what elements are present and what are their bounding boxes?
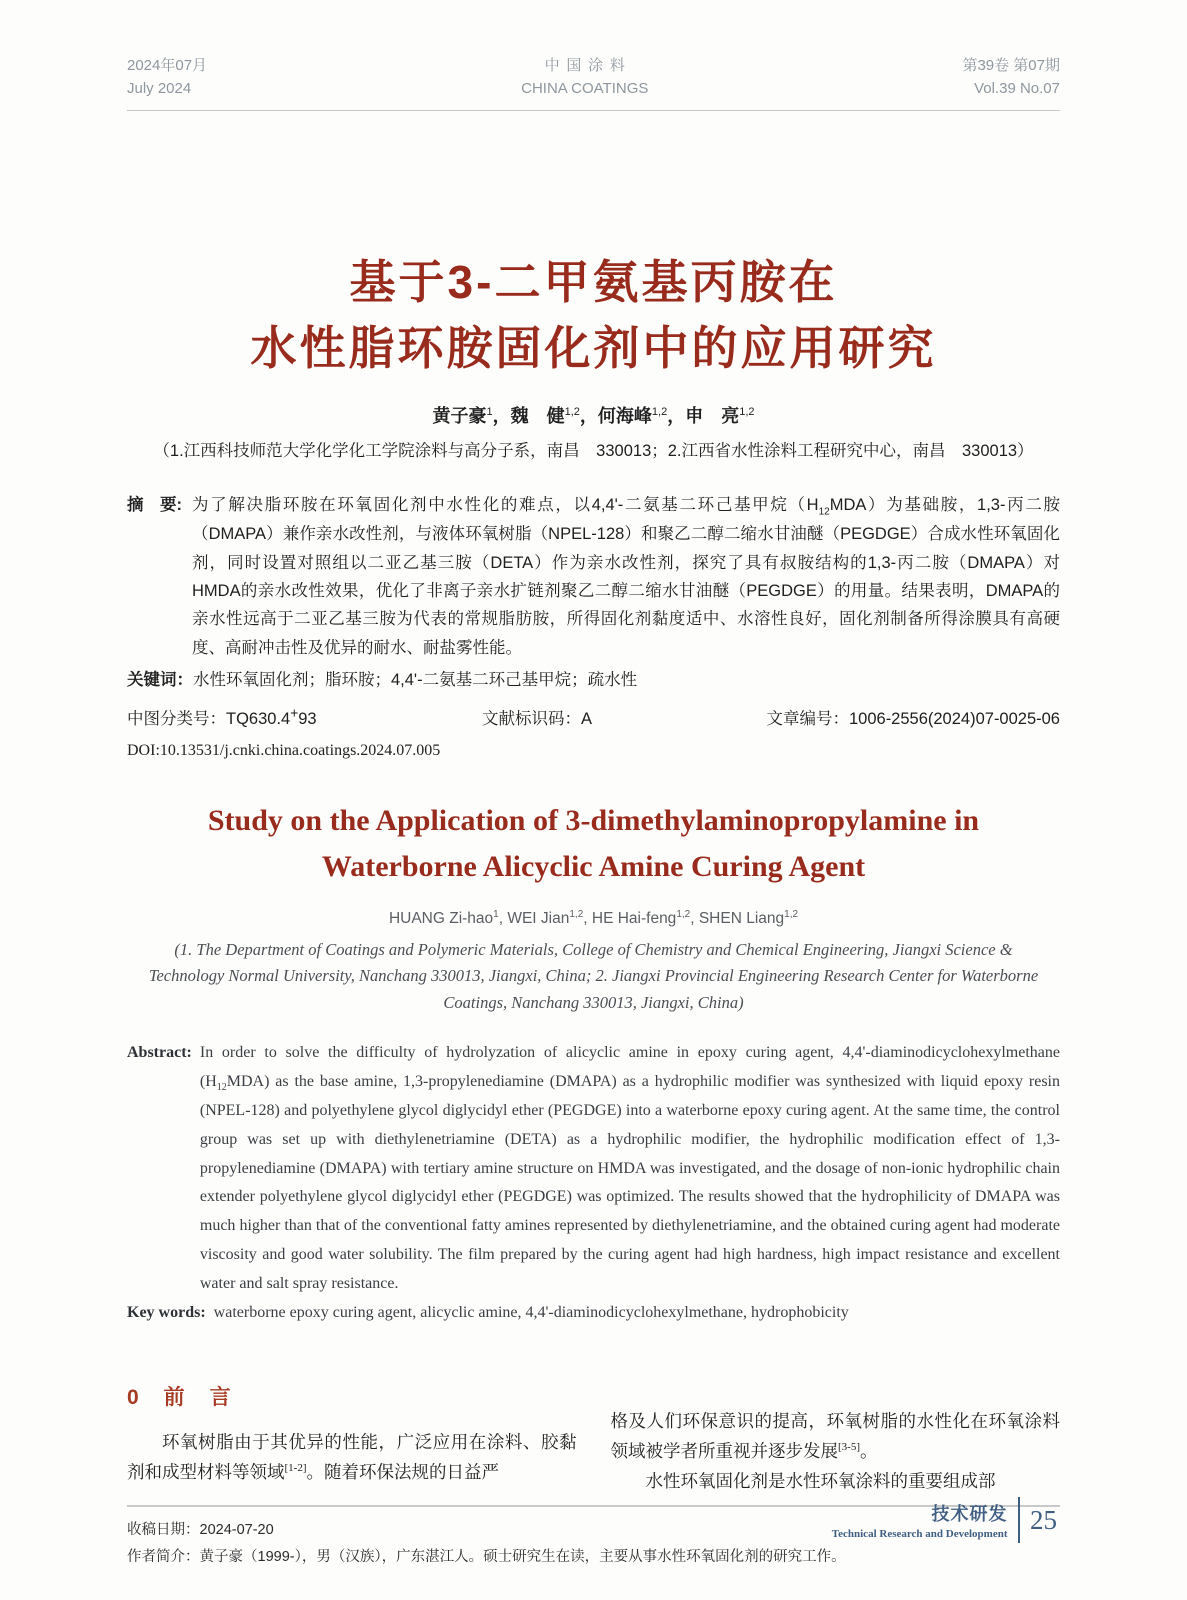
affiliation-zh: （1.江西科技师范大学化学化工学院涂料与高分子系，南昌 330013；2.江西省水性涂料工程研究中心，南昌 330013） bbox=[153, 441, 1034, 460]
header-date-en: July 2024 bbox=[127, 80, 192, 98]
affiliation-en: (1. The Department of Coatings and Polymeric Materials, College of Chemistry and Chemical Engineering, Jiangxi Science & Technology Normal University, Nanchang 330013, Jiangxi, China; 2. Jiangxi Provincial Engineering Research Center for Waterborne Coatings, Nanchang 330013, Jiangxi, China) bbox=[148, 939, 1039, 1013]
keywords-zh-label: 关键词： bbox=[127, 671, 193, 690]
header-journal bbox=[521, 54, 648, 101]
footnote-author-bio: 作者简介：黄子豪（1999-），男（汉族），广东湛江人。硕士研究生在读，主要从事水性环氧固化剂的研究工作。 bbox=[127, 1548, 846, 1565]
article-title-en bbox=[127, 798, 1060, 891]
footnote-received-date: 收稿日期：2024-07-20 bbox=[127, 1521, 274, 1538]
footer-divider bbox=[1018, 1497, 1021, 1543]
doi: DOI:10.13531/j.cnki.china.coatings.2024.07.005 bbox=[127, 741, 441, 759]
page-content bbox=[0, 54, 1187, 1570]
abstract-en-text: In order to solve the difficulty of hydrolyzation of alicyclic amine in epoxy curing agent, 4,4'-diaminodicyclohexylmethane $(H_{12}MDA)$ as the base amine, 1,3-propylenediamine (DMAPA) as a hydrophilic modifier was synthesized with liquid epoxy resin (NPEL-128) and polyethylene glycol diglycidyl ether (PEGDGE) into a waterborne epoxy curing agent. At the same time, the control group was set up with diethylenetriamine (DETA) as a hydrophilic modifier, the hydrophilic modification effect of 1,3-propylenediamine (DMAPA) with tertiary amine structure on HMDA was investigated, and the dosage of non-ionic hydrophilic chain extender polyethylene glycol diglycidyl ether (PEGDGE) was optimized. The results showed that the hydrophilicity of DMAPA was much higher than that of the conventional fatty amines represented by diethylenetriamine, and the obtained curing agent had moderate viscosity and good water solubility. The film prepared by the curing agent had high hardness, high impact resistance and excellent water and salt spray resistance. bbox=[199, 1043, 1060, 1292]
keywords-zh-text: 水性环氧固化剂；脂环胺；4,4'-二氨基二环己基甲烷；疏水性 bbox=[193, 671, 638, 690]
page-number: 25 bbox=[1030, 1504, 1057, 1535]
header-issue-en: Vol.39 No.07 bbox=[974, 80, 1060, 98]
footer-section-labels bbox=[832, 1500, 1008, 1540]
abstract-en-label: Abstract: bbox=[127, 1043, 192, 1061]
header-date-zh: 2024年07月 bbox=[127, 57, 208, 74]
footer-section-en: Technical Research and Development bbox=[831, 1528, 1008, 1540]
clc-number: 中图分类号：TQ630.4+93 bbox=[127, 705, 317, 728]
header-journal-zh: 中国涂料 bbox=[544, 57, 632, 74]
abstract-zh-label: 摘 要: bbox=[127, 495, 182, 514]
abstract-zh bbox=[127, 491, 1060, 662]
authors-en: HUANG Zi-hao$^1$, WEI Jian$^{1,2}$, HE Hai-feng$^{1,2}$, SHEN Liang$^{1,2}$ bbox=[388, 908, 799, 927]
title-zh-line2: 水性脂环胺固化剂中的应用研究 bbox=[250, 322, 937, 375]
document-code: 文献标识码：A bbox=[482, 709, 593, 728]
introduction-section bbox=[127, 1380, 1060, 1496]
running-head bbox=[127, 54, 1060, 111]
header-issue-zh: 第39卷 第07期 bbox=[962, 57, 1060, 74]
meta-line bbox=[127, 705, 1060, 729]
abstract-en bbox=[127, 1039, 1060, 1299]
intro-paragraph: 水性环氧固化剂是水性环氧涂料的重要组成部 bbox=[645, 1470, 996, 1491]
article-title-zh bbox=[127, 249, 1060, 382]
intro-paragraph: 格及人们环保意识的提高，环氧树脂的水性化在环氧涂料领域被学者所重视并逐步发展[3-5]。 bbox=[610, 1411, 1060, 1462]
intro-paragraph: 环氧树脂由于其优异的性能，广泛应用在涂料、胶黏剂和成型材料等领域[1-2]。随着环保法规的日益严 bbox=[127, 1432, 577, 1482]
article-number: 文章编号：1006-2556(2024)07-0025-06 bbox=[766, 709, 1060, 728]
keywords-zh bbox=[127, 666, 1060, 694]
intro-column-left bbox=[127, 1380, 577, 1496]
title-en-line2: Waterborne Alicyclic Amine Curing Agent bbox=[321, 850, 866, 884]
keywords-en-label: Key words: bbox=[127, 1304, 206, 1322]
authors-zh: 黄子豪$^1$，魏 健$^{1,2}$，何海峰$^{1,2}$，申 亮$^{1,2}$ bbox=[432, 405, 755, 426]
header-date bbox=[127, 54, 207, 101]
title-zh-line1: 基于3-二甲氨基丙胺在 bbox=[349, 255, 838, 308]
header-journal-en: CHINA COATINGS bbox=[521, 80, 649, 98]
intro-column-right bbox=[611, 1380, 1061, 1496]
title-en-line1: Study on the Application of 3-dimethylaminopropylamine in bbox=[207, 803, 980, 837]
header-issue bbox=[962, 54, 1060, 101]
intro-heading: 0 前 言 bbox=[127, 1386, 233, 1410]
keywords-en-text: waterborne epoxy curing agent, alicyclic amine, 4,4'-diaminodicyclohexylmethane, hydrophobicity bbox=[213, 1304, 849, 1322]
keywords-en bbox=[127, 1304, 1060, 1322]
page-footer bbox=[832, 1497, 1057, 1543]
abstract-zh-text: 为了解决脂环胺在环氧固化剂中水性化的难点，以4,4'-二氨基二环己基甲烷$(H_{12}MDA)$为基础胺，1,3-丙二胺（DMAPA）兼作亲水改性剂，与液体环氧树脂（NPEL-128）和聚乙二醇二缩水甘油醚（PEGDGE）合成水性环氧固化剂，同时设置对照组以二亚乙基三胺（DETA）作为亲水改性剂，探究了具有叔胺结构的1,3-丙二胺（DMAPA）对HMDA的亲水改性效果，优化了非离子亲水扩链剂聚乙二醇二缩水甘油醚（PEGDGE）的用量。结果表明，DMAPA的亲水性远高于二亚乙基三胺为代表的常规脂肪胺，所得固化剂黏度适中、水溶性良好，固化剂制备所得涂膜具有高硬度、高耐冲击性及优异的耐水、耐盐雾性能。 bbox=[192, 495, 1060, 657]
footer-section-zh: 技术研发 bbox=[931, 1504, 1008, 1524]
